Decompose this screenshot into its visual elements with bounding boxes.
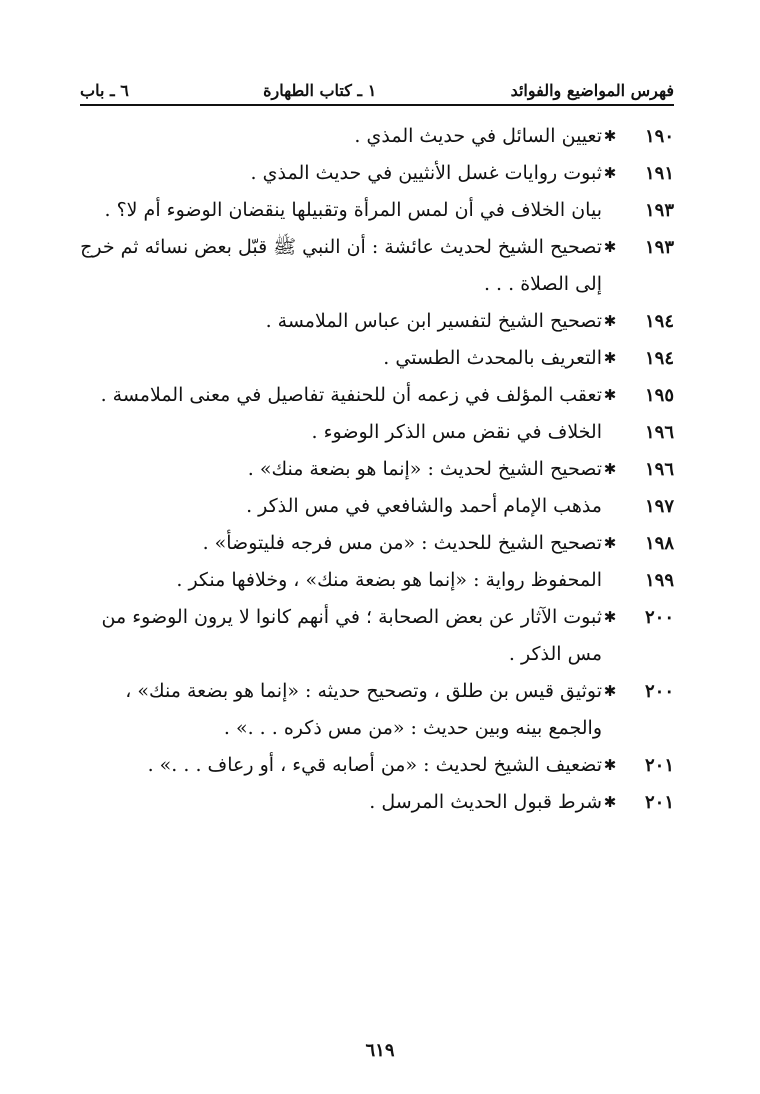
header-book-title: ١ ـ كتاب الطهارة <box>263 81 377 100</box>
index-entry <box>80 451 674 488</box>
asterisk-icon: ✱ <box>603 386 617 404</box>
entry-text: ثبوت الآثار عن بعض الصحابة ؛ في أنهم كانوا لا يرون الوضوء من مس الذكر . <box>101 606 602 665</box>
index-entry <box>80 784 674 821</box>
entry-text: تعيين السائل في حديث المذي . <box>354 125 602 147</box>
index-entry <box>80 155 674 192</box>
entry-page-number: ١٩٠ <box>644 126 674 147</box>
entry-page-number: ٢٠١ <box>644 755 674 776</box>
entry-text: بيان الخلاف في أن لمس المرأة وتقبيلها ينقضان الوضوء أم لا؟ . <box>104 199 602 221</box>
entry-page-number: ١٩٣ <box>644 200 674 221</box>
entry-page-number: ١٩٦ <box>644 459 674 480</box>
asterisk-icon: ✱ <box>603 793 617 811</box>
index-entry <box>80 673 674 747</box>
index-entry <box>80 414 674 451</box>
asterisk-icon: ✱ <box>603 349 617 367</box>
entry-text: مذهب الإمام أحمد والشافعي في مس الذكر . <box>246 495 602 517</box>
asterisk-icon: ✱ <box>603 127 617 145</box>
index-entry <box>80 340 674 377</box>
entry-text: توثيق قيس بن طلق ، وتصحيح حديثه : «إنما هو بضعة منك» ، والجمع بينه وبين حديث : «من مس ذكره . . .» . <box>125 680 602 739</box>
index-entry <box>80 525 674 562</box>
entry-text: تصحيح الشيخ لتفسير ابن عباس الملامسة . <box>265 310 602 332</box>
asterisk-icon: ✱ <box>603 238 617 256</box>
index-entry <box>80 377 674 414</box>
entry-page-number: ٢٠٠ <box>644 607 674 628</box>
entry-page-number: ١٩٦ <box>644 422 674 443</box>
index-entry <box>80 599 674 673</box>
index-entry <box>80 118 674 155</box>
index-entry <box>80 488 674 525</box>
asterisk-icon: ✱ <box>603 608 617 626</box>
entry-text: تصحيح الشيخ لحديث : «إنما هو بضعة منك» . <box>247 458 602 480</box>
asterisk-icon: ✱ <box>603 312 617 330</box>
asterisk-icon: ✱ <box>603 460 617 478</box>
entry-page-number: ٢٠١ <box>644 792 674 813</box>
page-number: ٦١٩ <box>365 1040 395 1061</box>
entry-page-number: ١٩٤ <box>644 311 674 332</box>
entry-text: تضعيف الشيخ لحديث : «من أصابه قيء ، أو رعاف . . .» . <box>147 754 602 776</box>
running-header <box>80 70 674 106</box>
entry-page-number: ١٩٥ <box>644 385 674 406</box>
entry-text: المحفوظ رواية : «إنما هو بضعة منك» ، وخلافها منكر . <box>176 569 602 591</box>
entry-page-number: ١٩٧ <box>644 496 674 517</box>
entry-page-number: ١٩٤ <box>644 348 674 369</box>
entry-text: ثبوت روايات غسل الأنثيين في حديث المذي . <box>250 162 602 184</box>
asterisk-icon: ✱ <box>603 682 617 700</box>
entry-text: شرط قبول الحديث المرسل . <box>369 791 602 813</box>
entry-text: الخلاف في نقض مس الذكر الوضوء . <box>311 421 602 443</box>
index-entry <box>80 229 674 303</box>
entry-page-number: ١٩٣ <box>644 237 674 258</box>
asterisk-icon: ✱ <box>603 534 617 552</box>
asterisk-icon: ✱ <box>603 164 617 182</box>
entry-text: تعقب المؤلف في زعمه أن للحنفية تفاصيل في معنى الملامسة . <box>100 384 602 406</box>
entry-page-number: ١٩٨ <box>644 533 674 554</box>
entry-text: تصحيح الشيخ للحديث : «من مس فرجه فليتوضأ» . <box>202 532 602 554</box>
index-entry <box>80 192 674 229</box>
asterisk-icon: ✱ <box>603 756 617 774</box>
entry-text: التعريف بالمحدث الطستي . <box>383 347 602 369</box>
index-entry <box>80 747 674 784</box>
entry-text: تصحيح الشيخ لحديث عائشة : أن النبي ﷺ قبّل بعض نسائه ثم خرج إلى الصلاة . . . <box>80 236 602 295</box>
header-section-title: فهرس المواضيع والفوائد <box>510 81 674 100</box>
index-entries <box>80 118 674 821</box>
index-entry <box>80 303 674 340</box>
header-chapter: ٦ ـ باب <box>80 81 129 100</box>
entry-page-number: ١٩١ <box>644 163 674 184</box>
entry-page-number: ٢٠٠ <box>644 681 674 702</box>
index-entry <box>80 562 674 599</box>
entry-page-number: ١٩٩ <box>644 570 674 591</box>
